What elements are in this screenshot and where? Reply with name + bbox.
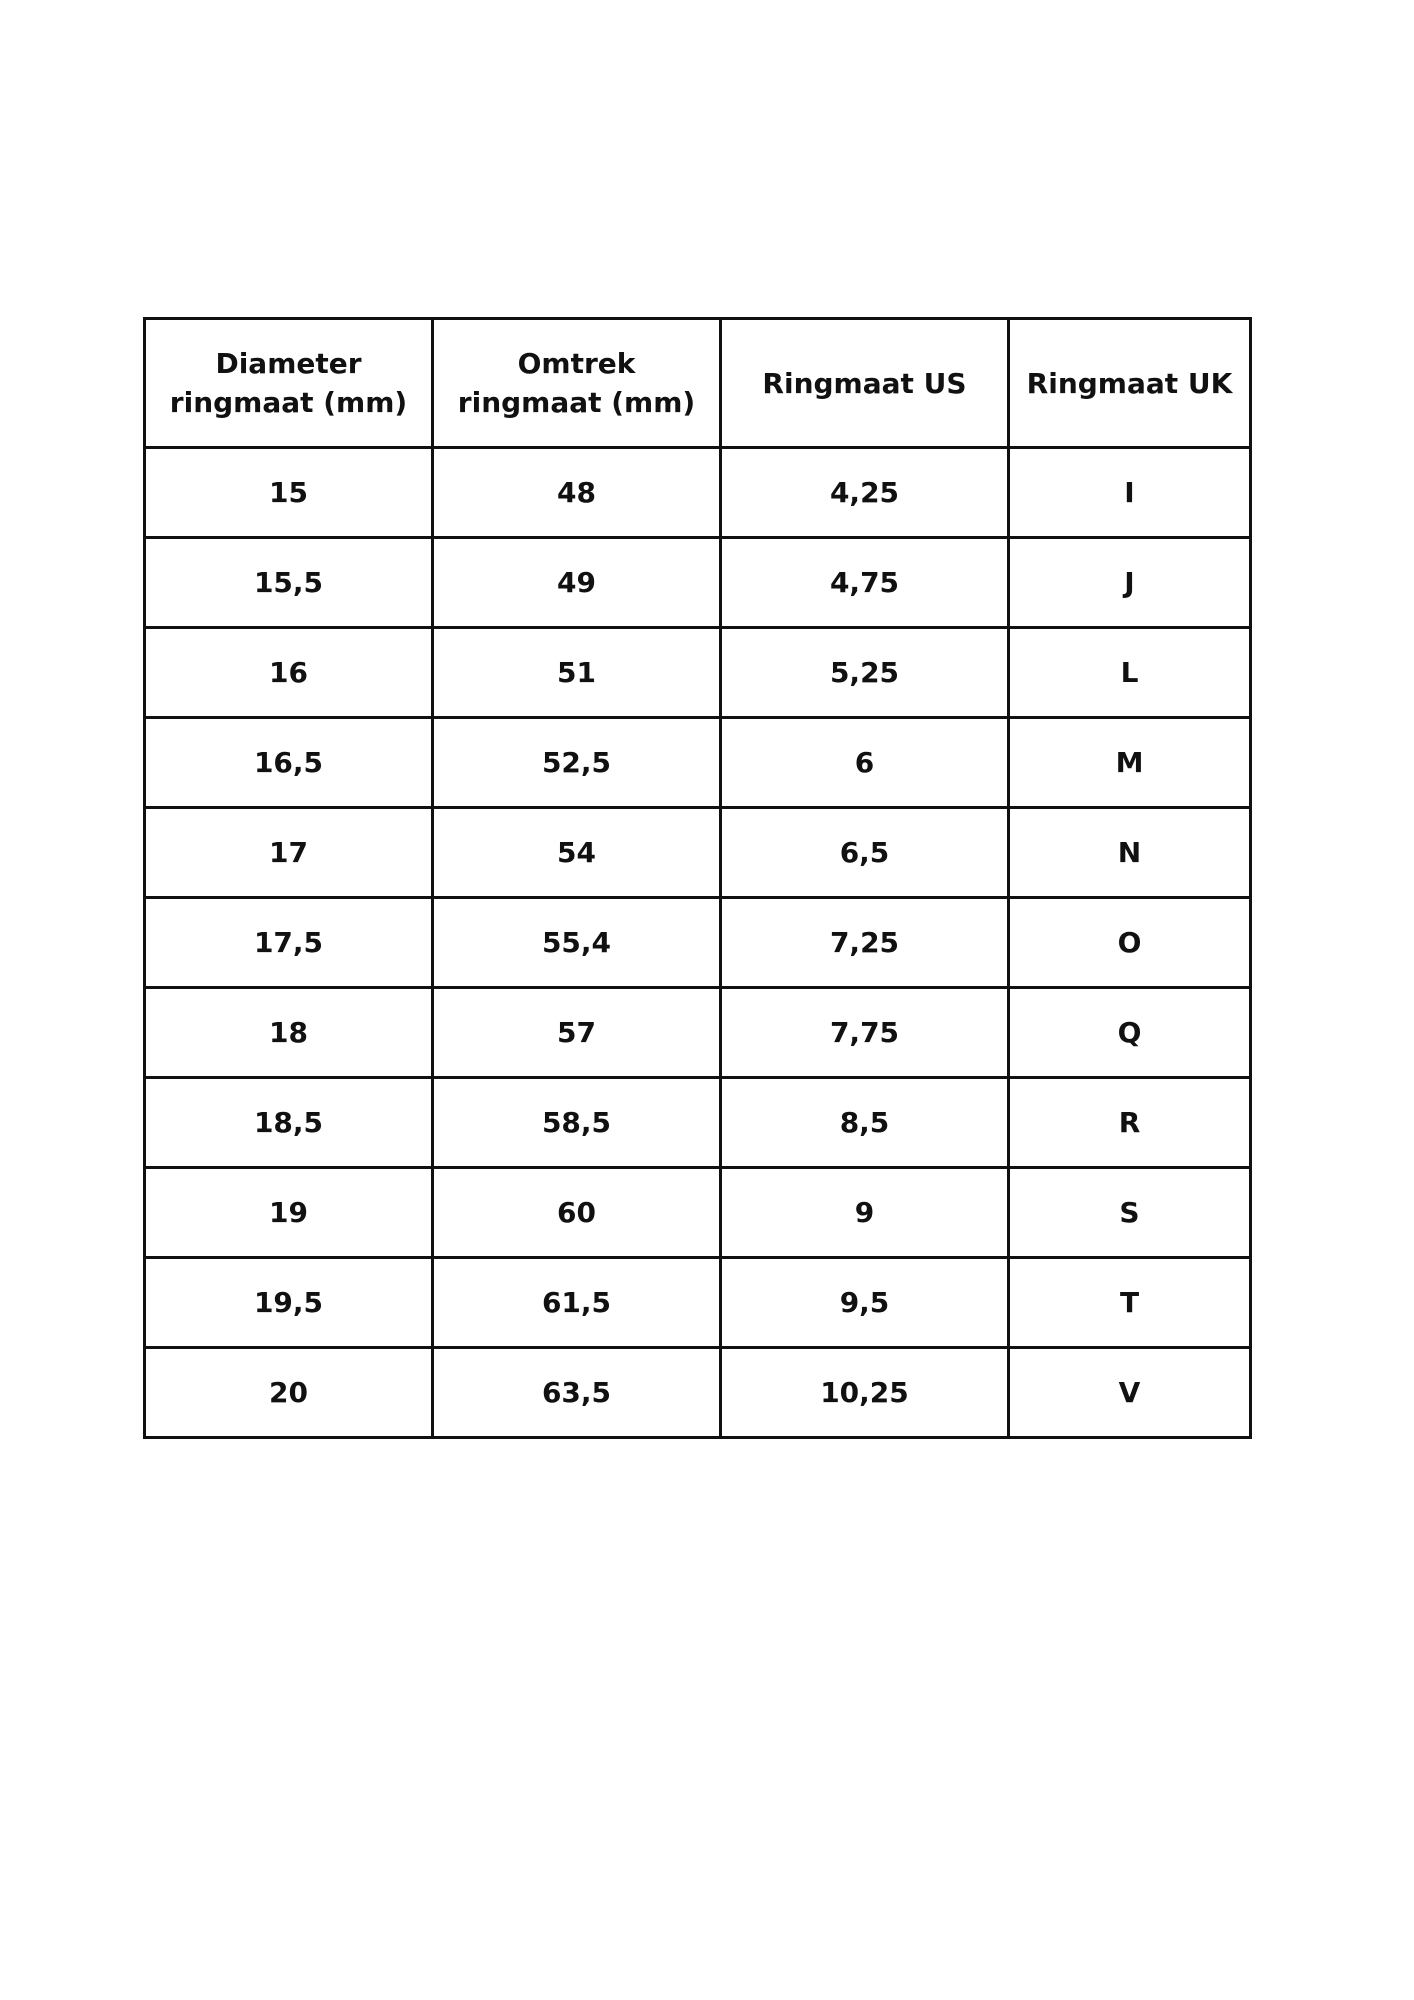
cell-diameter: 16 (145, 628, 433, 718)
table-row (145, 1348, 1251, 1438)
cell-us-size: 9 (721, 1168, 1009, 1258)
header-diameter-line1: Diameter (215, 347, 362, 380)
cell-diameter: 16,5 (145, 718, 433, 808)
cell-circumference: 54 (433, 808, 721, 898)
header-diameter-line2: ringmaat (mm) (169, 386, 408, 419)
cell-uk-size: M (1009, 718, 1251, 808)
cell-uk-size: V (1009, 1348, 1251, 1438)
cell-us-size: 6,5 (721, 808, 1009, 898)
header-us-size-label: Ringmaat US (762, 366, 967, 400)
cell-uk-size: J (1009, 538, 1251, 628)
cell-us-size: 9,5 (721, 1258, 1009, 1348)
cell-diameter: 20 (145, 1348, 433, 1438)
cell-diameter: 18,5 (145, 1078, 433, 1168)
table-row (145, 1258, 1251, 1348)
cell-diameter: 15,5 (145, 538, 433, 628)
table-row (145, 988, 1251, 1078)
header-uk-size-label: Ringmaat UK (1026, 366, 1233, 400)
cell-uk-size: Q (1009, 988, 1251, 1078)
cell-uk-size: T (1009, 1258, 1251, 1348)
cell-circumference: 63,5 (433, 1348, 721, 1438)
cell-circumference: 60 (433, 1168, 721, 1258)
cell-us-size: 4,75 (721, 538, 1009, 628)
cell-circumference: 57 (433, 988, 721, 1078)
ring-size-table (143, 317, 1252, 1439)
cell-circumference: 49 (433, 538, 721, 628)
table-row (145, 538, 1251, 628)
header-circumference-line2: ringmaat (mm) (457, 386, 696, 419)
cell-us-size: 5,25 (721, 628, 1009, 718)
header-circumference (433, 319, 721, 448)
cell-us-size: 7,25 (721, 898, 1009, 988)
cell-diameter: 15 (145, 448, 433, 538)
cell-uk-size: S (1009, 1168, 1251, 1258)
cell-us-size: 6 (721, 718, 1009, 808)
cell-uk-size: L (1009, 628, 1251, 718)
cell-diameter: 19,5 (145, 1258, 433, 1348)
table-row (145, 808, 1251, 898)
cell-us-size: 7,75 (721, 988, 1009, 1078)
cell-circumference: 58,5 (433, 1078, 721, 1168)
cell-circumference: 61,5 (433, 1258, 721, 1348)
cell-us-size: 10,25 (721, 1348, 1009, 1438)
cell-us-size: 8,5 (721, 1078, 1009, 1168)
table-row (145, 628, 1251, 718)
table-row (145, 448, 1251, 538)
cell-diameter: 19 (145, 1168, 433, 1258)
cell-circumference: 51 (433, 628, 721, 718)
cell-diameter: 18 (145, 988, 433, 1078)
header-uk-size (1009, 319, 1251, 448)
header-diameter (145, 319, 433, 448)
table-row (145, 1168, 1251, 1258)
cell-uk-size: I (1009, 448, 1251, 538)
table-row (145, 898, 1251, 988)
cell-circumference: 55,4 (433, 898, 721, 988)
cell-us-size: 4,25 (721, 448, 1009, 538)
cell-circumference: 48 (433, 448, 721, 538)
cell-circumference: 52,5 (433, 718, 721, 808)
header-circumference-line1: Omtrek (517, 347, 636, 380)
cell-diameter: 17,5 (145, 898, 433, 988)
cell-uk-size: O (1009, 898, 1251, 988)
cell-uk-size: R (1009, 1078, 1251, 1168)
header-us-size (721, 319, 1009, 448)
table-header-row (145, 319, 1251, 448)
cell-diameter: 17 (145, 808, 433, 898)
table-row (145, 718, 1251, 808)
cell-uk-size: N (1009, 808, 1251, 898)
table-row (145, 1078, 1251, 1168)
